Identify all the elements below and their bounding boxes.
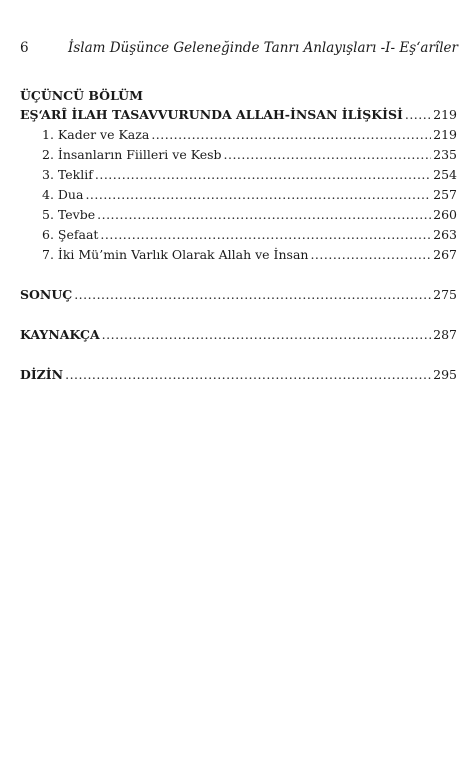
- toc-entry-label: 2. İnsanların Fiilleri ve Kesb: [42, 147, 222, 162]
- toc-entry-label: 1. Kader ve Kaza: [42, 127, 150, 142]
- toc-entry-label: EŞ‘ARÎ İLAH TASAVVURUNDA ALLAH-İNSAN İLİŞKİSİ: [20, 107, 403, 122]
- dot-leader: [85, 187, 431, 202]
- toc-section-entry: [42, 187, 457, 205]
- dot-leader: [405, 107, 431, 122]
- toc-entry-page: 254: [433, 167, 457, 182]
- toc-entry-label: DİZİN: [20, 367, 64, 382]
- toc-entry-page: 235: [433, 147, 457, 162]
- toc-chapter-entry: [20, 107, 457, 125]
- page-number: 6: [20, 40, 29, 56]
- toc-entry-label: KAYNAKÇA: [20, 327, 100, 342]
- toc-conclusion-entry: [20, 287, 457, 305]
- toc-entry-page: 287: [433, 327, 457, 342]
- toc-bibliography-entry: [20, 327, 457, 345]
- toc-entry-page: 263: [433, 227, 457, 242]
- running-title: İslam Düşünce Geleneğinde Tanrı Anlayışları -I- Eş‘arîler: [67, 40, 458, 56]
- toc-section-entry: [42, 227, 457, 245]
- part-title: ÜÇÜNCÜ BÖLÜM: [20, 88, 143, 103]
- toc-index-entry: [20, 367, 457, 385]
- toc-entry-page: 219: [433, 107, 457, 122]
- toc-entry-page: 257: [433, 187, 457, 202]
- toc-section-entry: [42, 147, 457, 165]
- dot-leader: [97, 207, 431, 222]
- toc-section-entry: [42, 167, 457, 185]
- toc-entry-page: 275: [433, 287, 457, 302]
- toc-entry-label: 3. Teklif: [42, 167, 93, 182]
- dot-leader: [224, 147, 432, 162]
- toc-section-entry: [42, 127, 457, 145]
- toc-entry-label: SONUÇ: [20, 287, 73, 302]
- toc-section-entry: [42, 247, 457, 265]
- dot-leader: [151, 127, 431, 142]
- toc-entry-page: 267: [433, 247, 457, 262]
- toc-entry-label: 4. Dua: [42, 187, 84, 202]
- dot-leader: [102, 327, 431, 342]
- page-header: [20, 40, 458, 60]
- toc-entry-label: 5. Tevbe: [42, 207, 96, 222]
- toc-entry-label: 6. Şefaat: [42, 227, 99, 242]
- toc-entry-page: 260: [433, 207, 457, 222]
- dot-leader: [310, 247, 431, 262]
- dot-leader: [74, 287, 431, 302]
- dot-leader: [95, 167, 431, 182]
- toc-entry-page: 219: [433, 127, 457, 142]
- toc-section-entry: [42, 207, 457, 225]
- dot-leader: [65, 367, 431, 382]
- toc-entry-label: 7. İki Mü’min Varlık Olarak Allah ve İnsan: [42, 247, 309, 262]
- toc-entry-page: 295: [433, 367, 457, 382]
- dot-leader: [100, 227, 431, 242]
